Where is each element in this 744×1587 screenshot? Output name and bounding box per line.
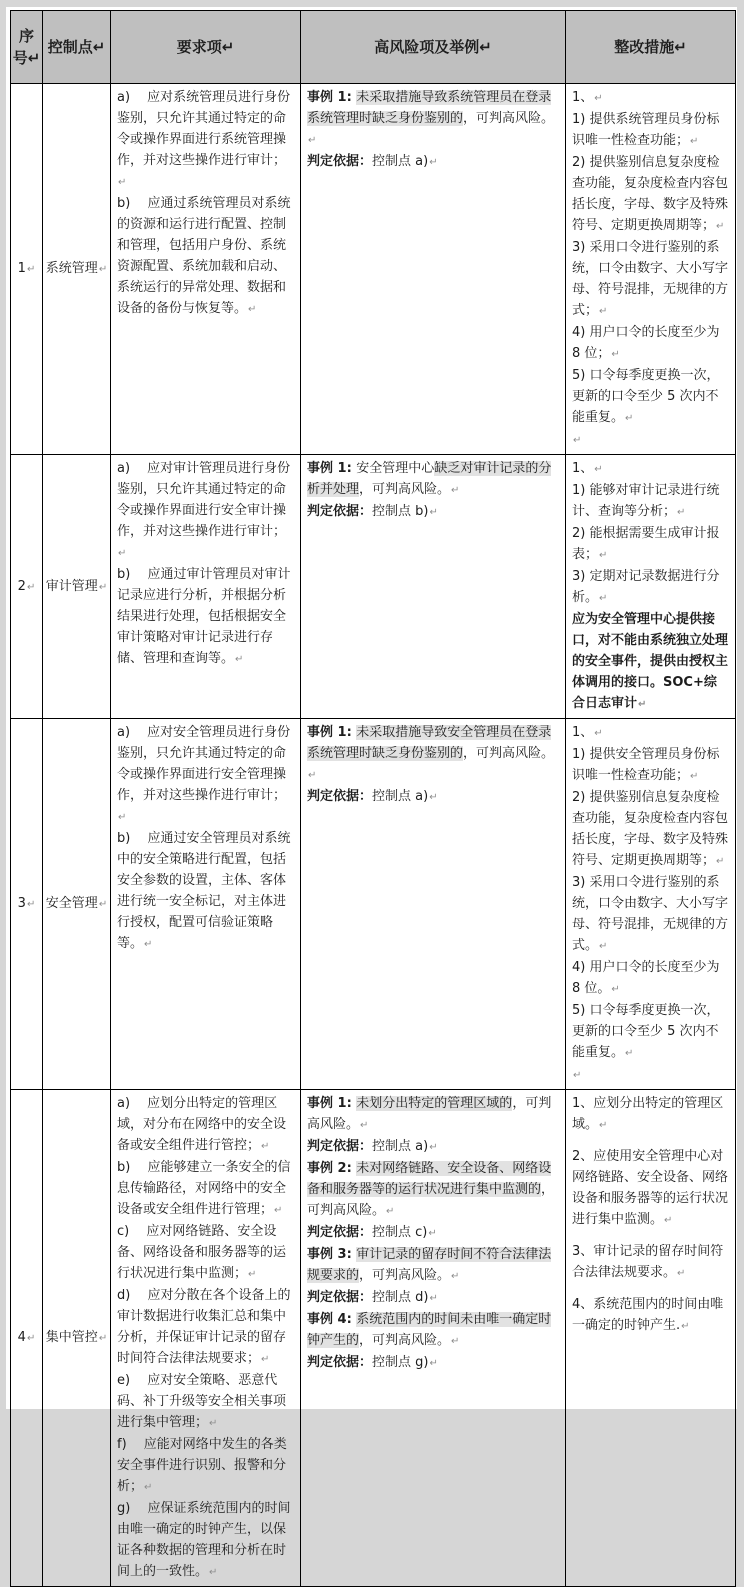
return-mark-icon: ↵ [625,413,634,424]
return-mark-icon: ↵ [677,507,686,518]
text-run: g) 应保证系统范围内的时间由唯一确定的时钟产生，以保证各种数据的管理和分析在时间上的一致性。↵ [117,1501,291,1579]
bold-run: 判定依据： [307,789,373,804]
text-run: 3、审计记录的留存时间符合法律法规要求。↵ [572,1244,724,1280]
table-body [11,84,736,1587]
text-run: 1、↵ [572,725,603,740]
paragraph [572,1064,729,1086]
return-mark-icon: ↵ [611,349,620,360]
cell-control-point [43,719,111,1090]
highlight-run: 审计记录的留存时间不符合法律法规要求的 [307,1247,552,1283]
text-run: 5) 口令每季度更换一次，更新的口令至少 5 次内不能重复。↵ [572,1003,720,1060]
text-run: ，可判高风险。↵ [308,111,555,146]
bold-run: 判定依据： [307,1290,373,1305]
bold-run: 判定依据： [307,1355,373,1370]
return-mark-icon: ↵ [573,435,582,446]
return-mark-icon: ↵ [209,1418,218,1429]
bold-run: 事例 2: [307,1161,357,1176]
highlight-run: 未对网络链路、安全设备、网络设备和服务器等的运行状况进行集中监测的 [307,1161,552,1197]
paragraph [117,1370,294,1434]
paragraph [12,1327,41,1349]
paragraph [307,1352,559,1374]
paragraph [44,576,109,598]
paragraph [572,152,729,237]
paragraph [12,893,41,915]
return-mark-icon: ↵ [599,550,608,561]
text-run [572,1067,581,1082]
cell-no [11,455,43,719]
paragraph [117,1093,294,1157]
return-mark-icon: ↵ [599,306,608,317]
bold-run: 事例 1: [307,1096,357,1111]
text-run: 1、应划分出特定的管理区域。↵ [572,1096,724,1132]
bold-run: 事例 1: [307,90,357,105]
paragraph [307,151,559,173]
paragraph [307,458,559,501]
text-run: 集中管控↵ [45,1330,108,1345]
return-mark-icon: ↵ [429,1293,438,1304]
cell-risks [301,84,566,455]
text-run: 1、↵ [572,461,603,476]
return-mark-icon: ↵ [429,792,438,803]
paragraph [44,1327,109,1349]
return-mark-icon: ↵ [308,770,317,781]
text-run: 安全管理↵ [45,896,108,911]
return-mark-icon: ↵ [428,1228,437,1239]
return-mark-icon: ↵ [98,1333,108,1344]
return-mark-icon: ↵ [716,856,725,867]
text-run: 3↵ [17,896,36,911]
paragraph [307,722,559,786]
paragraph [572,365,729,429]
text-run: 2、应使用安全管理中心对网络链路、安全设备、网络设备和服务器等的运行状况进行集中监测。↵ [572,1149,729,1227]
return-mark-icon: ↵ [26,581,36,593]
text-run: 2) 能根据需要生成审计报表；↵ [572,526,720,562]
paragraph [572,1146,729,1231]
text-run: e) 应对安全策略、恶意代码、补丁升级等安全相关事项进行集中管理；↵ [117,1373,287,1430]
bold-run: 事例 4: [307,1312,357,1327]
return-mark-icon: ↵ [429,1358,438,1369]
paragraph [572,787,729,872]
paragraph [572,1294,729,1337]
paragraph [117,1434,294,1498]
return-mark-icon: ↵ [451,1336,460,1347]
text-run: 5) 口令每季度更换一次，更新的口令至少 5 次内不能重复。↵ [572,368,720,425]
text-run: a) 应对安全管理员进行身份鉴别，只允许其通过特定的命令或操作界面进行安全管理操作，并对这些操作进行审计；↵ [117,725,291,823]
cell-requirements [111,719,301,1090]
text-run: 审计管理↵ [45,578,108,594]
paragraph [307,501,559,523]
return-mark-icon: ↵ [716,221,725,232]
text-run: 控制点 b)↵ [372,504,438,519]
return-mark-icon: ↵ [308,135,317,146]
text-run: 3) 采用口令进行鉴别的系统，口令由数字、大小写字母、符号混排，无规律的方式。↵ [572,875,729,953]
header-cell-control-point: 控制点↵ [43,11,111,84]
cell-no [11,1090,43,1587]
return-mark-icon: ↵ [360,1120,369,1131]
return-mark-icon: ↵ [209,1567,218,1578]
cell-risks [301,719,566,1090]
text-run: a) 应划分出特定的管理区域，对分布在网络中的安全设备或安全组件进行管控；↵ [117,1096,287,1153]
paragraph [307,1093,559,1136]
table-row [11,455,736,719]
text-run [572,432,581,447]
return-mark-icon: ↵ [429,507,438,518]
paragraph [117,1157,294,1221]
return-mark-icon: ↵ [274,1205,283,1216]
text-run: 控制点 a)↵ [372,1139,438,1154]
bold-run: 判定依据： [307,1225,373,1240]
highlight-run: 未划分出特定的管理区域的 [356,1096,513,1111]
compliance-table [10,10,736,1587]
text-run: 3) 定期对记录数据进行分析。↵ [572,569,720,605]
paragraph [12,576,41,598]
text-run: 4↵ [17,1330,36,1345]
cell-no [11,84,43,455]
text-run: ，可判高风险。↵ [307,1096,552,1132]
paragraph [307,1158,559,1222]
text-run: 4) 用户口令的长度至少为 8 位。↵ [572,960,720,996]
cell-no [11,719,43,1090]
return-mark-icon: ↵ [599,593,608,604]
return-mark-icon: ↵ [594,93,603,104]
text-run: ，可判高风险。↵ [359,1268,460,1283]
return-mark-icon: ↵ [261,1354,270,1365]
paragraph [117,722,294,828]
return-mark-icon: ↵ [261,1141,270,1152]
text-run: 1、↵ [572,90,603,105]
text-run: 控制点 g)↵ [372,1355,438,1370]
bold-run: 应为安全管理中心提供接口，对不能由系统独立处理的安全事件，提供由授权主体调用的接口。SOC+综合日志审计↵ [572,612,729,711]
paragraph [117,1285,294,1370]
paragraph [44,258,109,280]
return-mark-icon: ↵ [599,1120,608,1131]
cell-requirements [111,455,301,719]
paragraph [572,458,729,480]
return-mark-icon: ↵ [98,264,108,275]
bold-run: 事例 1: [307,725,357,740]
paragraph [307,87,559,151]
paragraph [117,87,294,193]
return-mark-icon: ↵ [118,548,127,559]
paragraph [307,1136,559,1158]
text-run: 4、系统范围内的时间由唯一确定的时钟产生.↵ [572,1297,724,1333]
text-run: ，可判高风险。↵ [359,1333,460,1348]
paragraph [572,566,729,609]
paragraph [44,893,109,915]
highlight-run: 系统范围内的时间未由唯一确定时钟产生的 [307,1312,552,1348]
return-mark-icon: ↵ [248,304,257,315]
return-mark-icon: ↵ [118,177,127,188]
paragraph [117,828,294,955]
return-mark-icon: ↵ [690,771,699,782]
text-run: 2) 提供鉴别信息复杂度检查功能，复杂度检查内容包括长度，字母、数字及特殊符号、定期更换周期等；↵ [572,790,729,868]
return-mark-icon: ↵ [248,1269,257,1280]
return-mark-icon: ↵ [386,1206,395,1217]
header-cell-no: 序号↵ [11,11,43,84]
paragraph [572,872,729,957]
highlight-run: 缺乏对审计记录的分析并处理 [307,461,552,497]
text-run: c) 应对网络链路、安全设备、网络设备和服务器等的运行状况进行集中监测；↵ [117,1224,287,1281]
bold-run: 事例 1: [307,461,357,476]
text-run: 2) 提供鉴别信息复杂度检查功能，复杂度检查内容包括长度，字母、数字及特殊符号、定期更换周期等；↵ [572,155,729,233]
paragraph [572,1241,729,1284]
paragraph [117,193,294,320]
paragraph [572,1093,729,1136]
bold-run: 判定依据： [307,154,373,169]
table-header-row [11,11,736,84]
return-mark-icon: ↵ [26,1333,36,1344]
paragraph [572,87,729,109]
text-run: 2↵ [17,578,36,594]
paragraph [572,237,729,322]
paragraph [572,429,729,451]
paragraph [307,1244,559,1287]
return-mark-icon: ↵ [98,581,108,593]
paragraph [117,458,294,564]
text-run: ，可判高风险。↵ [307,1182,555,1218]
paragraph [307,1222,559,1244]
text-run: 4) 用户口令的长度至少为 8 位；↵ [572,325,720,361]
return-mark-icon: ↵ [144,939,153,950]
highlight-run: 未采取措施导致安全管理员在登录系统管理时缺乏身份鉴别的 [307,725,552,761]
text-run: 控制点 d)↵ [372,1290,438,1305]
text-run: 1↵ [17,261,36,276]
cell-measures [566,455,736,719]
cell-control-point [43,1090,111,1587]
paragraph [117,1221,294,1285]
text-run: 控制点 a)↵ [372,154,438,169]
text-run: b) 应通过审计管理员对审计记录应进行分析，并根据分析结果进行处理，包括根据安全审计策略对审计记录进行存储、管理和查询等。↵ [117,567,291,666]
text-run: 1) 能够对审计记录进行统计、查询等分析；↵ [572,483,720,519]
return-mark-icon: ↵ [664,1215,673,1226]
return-mark-icon: ↵ [451,485,460,496]
text-run: f) 应能对网络中发生的各类安全事件进行识别、报警和分析；↵ [117,1437,287,1494]
header-cell-risks: 高风险项及举例↵ [301,11,566,84]
paragraph [307,1309,559,1352]
paragraph [12,258,41,280]
text-run: 系统管理↵ [45,261,108,276]
paragraph [572,744,729,787]
paragraph [572,523,729,566]
paragraph [307,786,559,808]
text-run: b) 应通过安全管理员对系统中的安全策略进行配置，包括安全参数的设置，主体、客体进行统一安全标记，对主体进行授权，配置可信验证策略等。↵ [117,831,291,951]
text-run: 控制点 a)↵ [372,789,438,804]
return-mark-icon: ↵ [98,899,108,910]
header-cell-requirements: 要求项↵ [111,11,301,84]
return-mark-icon: ↵ [26,264,36,275]
text-run: 1) 提供安全管理员身份标识唯一性检查功能；↵ [572,747,720,783]
bold-run: 事例 3: [307,1247,357,1262]
return-mark-icon: ↵ [681,1321,690,1332]
text-run: 控制点 c)↵ [372,1225,437,1240]
return-mark-icon: ↵ [594,728,603,739]
text-run: a) 应对系统管理员进行身份鉴别，只允许其通过特定的命令或操作界面进行系统管理操作，并对这些操作进行审计；↵ [117,90,291,188]
cell-control-point [43,455,111,719]
return-mark-icon: ↵ [118,812,127,823]
cell-measures [566,1090,736,1587]
return-mark-icon: ↵ [429,157,438,168]
text-run: b) 应通过系统管理员对系统的资源和运行进行配置、控制和管理，包括用户身份、系统资源配置、系统加载和启动、系统运行的异常处理、数据和设备的备份与恢复等。↵ [117,196,291,316]
cell-risks [301,1090,566,1587]
paragraph [572,322,729,365]
paragraph [572,109,729,152]
paragraph [572,609,729,715]
text-run: a) 应对审计管理员进行身份鉴别，只允许其通过特定的命令或操作界面进行安全审计操作，并对这些操作进行审计；↵ [117,461,291,559]
return-mark-icon: ↵ [611,984,620,995]
text-run: ，可判高风险。↵ [359,482,460,497]
cell-requirements [111,1090,301,1587]
bold-run: 判定依据： [307,1139,373,1154]
paragraph [572,480,729,523]
table-row [11,719,736,1090]
return-mark-icon: ↵ [690,136,699,147]
return-mark-icon: ↵ [594,464,603,475]
cell-requirements [111,84,301,455]
paragraph [117,564,294,670]
paragraph [572,957,729,1000]
paragraph [307,1287,559,1309]
cell-control-point [43,84,111,455]
return-mark-icon: ↵ [677,1268,686,1279]
text-run: 3) 采用口令进行鉴别的系统，口令由数字、大小写字母、符号混排，无规律的方式；↵ [572,240,729,318]
cell-risks [301,455,566,719]
paragraph [117,1498,294,1583]
return-mark-icon: ↵ [638,699,647,710]
return-mark-icon: ↵ [625,1048,634,1059]
return-mark-icon: ↵ [235,654,244,665]
document-sheet [6,7,737,1579]
header-cell-measures: 整改措施↵ [566,11,736,84]
cell-measures [566,84,736,455]
return-mark-icon: ↵ [599,941,608,952]
table-row [11,84,736,455]
return-mark-icon: ↵ [573,1070,582,1081]
text-run: 1) 提供系统管理员身份标识唯一性检查功能；↵ [572,112,720,148]
paragraph [572,722,729,744]
return-mark-icon: ↵ [26,899,36,910]
text-run: d) 应对分散在各个设备上的审计数据进行收集汇总和集中分析，并保证审计记录的留存时间符合法律法规要求；↵ [117,1288,291,1366]
cell-measures [566,719,736,1090]
text-run: b) 应能够建立一条安全的信息传输路径，对网络中的安全设备或安全组件进行管理；↵ [117,1160,291,1217]
paragraph [572,1000,729,1064]
highlight-run: 未采取措施导致系统管理员在登录系统管理时缺乏身份鉴别的 [307,90,552,126]
bold-run: 判定依据： [307,504,373,519]
return-mark-icon: ↵ [451,1271,460,1282]
text-run: 安全管理中心 [356,461,435,476]
return-mark-icon: ↵ [429,1142,438,1153]
return-mark-icon: ↵ [144,1482,153,1493]
table-row [11,1090,736,1587]
text-run: ，可判高风险。↵ [308,746,555,781]
